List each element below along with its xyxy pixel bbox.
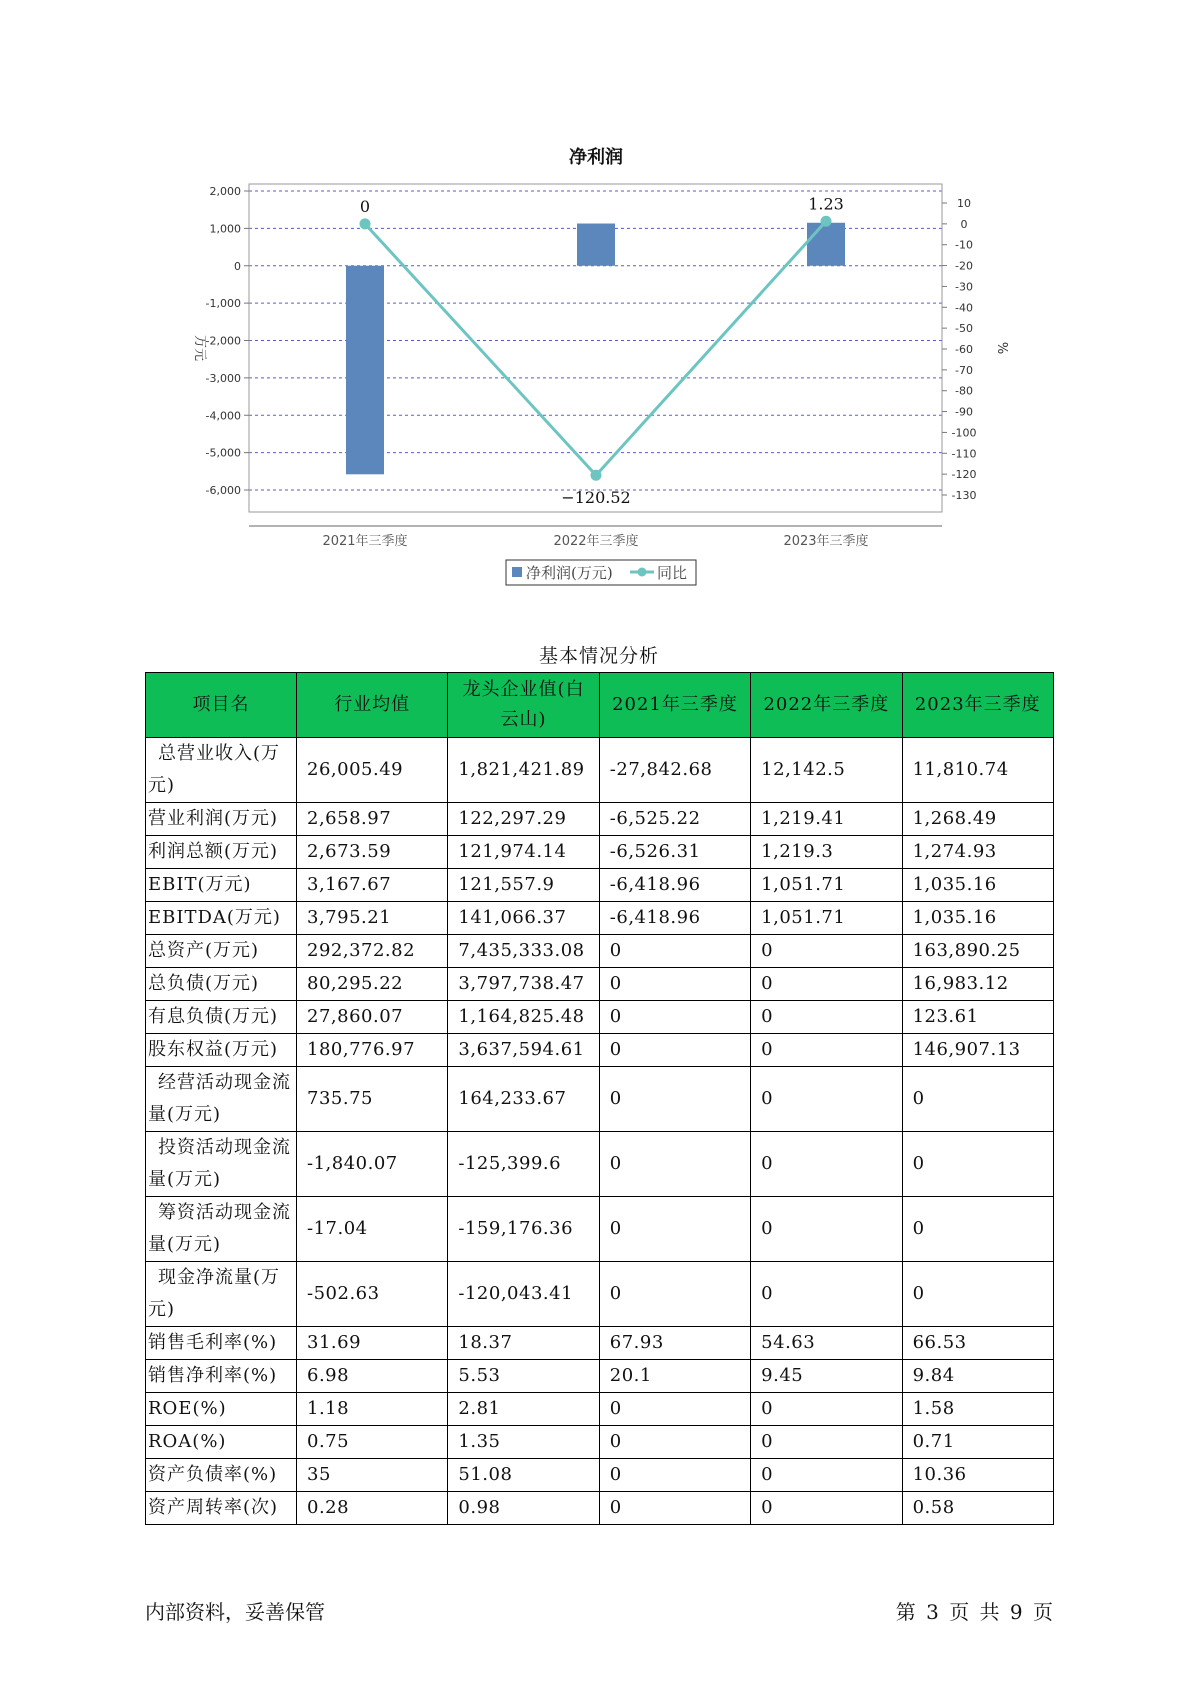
footer-page-number: 第 3 页 共 9 页	[895, 1600, 1053, 1624]
table-header-row	[146, 673, 1054, 738]
table-cell: 163,890.25	[902, 935, 1053, 968]
table-cell: 9.84	[902, 1360, 1053, 1393]
row-label: ROE(%)	[146, 1393, 297, 1426]
table-cell: 31.69	[297, 1327, 448, 1360]
table-cell: 0.58	[902, 1492, 1053, 1525]
y2-tick-label: 0	[960, 217, 968, 231]
table-cell: -1,840.07	[297, 1132, 448, 1197]
table-row	[146, 1492, 1054, 1525]
row-label: 利润总额(万元)	[146, 836, 297, 869]
x-tick-label: 2021年三季度	[322, 534, 408, 549]
table-cell: 1,164,825.48	[448, 1001, 599, 1034]
table-cell: 0	[599, 1034, 750, 1067]
y2-tick-label: -10	[955, 238, 973, 252]
yoy-point	[821, 216, 832, 227]
table-cell: -6,418.96	[599, 869, 750, 902]
table-cell: 7,435,333.08	[448, 935, 599, 968]
table-cell: 123.61	[902, 1001, 1053, 1034]
row-label: 总营业收入(万元)	[146, 738, 297, 803]
table-cell: 0	[902, 1132, 1053, 1197]
table-row	[146, 1327, 1054, 1360]
yoy-data-label: 0	[359, 196, 371, 216]
y2-tick-label: -120	[951, 468, 977, 482]
row-label: 资产负债率(%)	[146, 1459, 297, 1492]
table-row	[146, 1132, 1054, 1197]
legend-net-profit: 净利润(万元)	[526, 564, 613, 582]
table-cell: 1,219.3	[751, 836, 902, 869]
table-cell: 0	[599, 1262, 750, 1327]
header-industry-average: 行业均值	[297, 673, 448, 738]
table-cell: 0	[751, 968, 902, 1001]
table-cell: 0	[751, 935, 902, 968]
y2-tick-label: -30	[955, 280, 973, 294]
table-cell: 1.18	[297, 1393, 448, 1426]
row-label: 经营活动现金流量(万元)	[146, 1067, 297, 1132]
legend-yoy: 同比	[657, 564, 688, 582]
table-cell: 121,974.14	[448, 836, 599, 869]
table-cell: 0	[751, 1132, 902, 1197]
table-cell: 6.98	[297, 1360, 448, 1393]
row-label: 营业利润(万元)	[146, 803, 297, 836]
table-cell: 3,797,738.47	[448, 968, 599, 1001]
table-cell: 0	[599, 1132, 750, 1197]
table-cell: 0	[902, 1197, 1053, 1262]
table-cell: -27,842.68	[599, 738, 750, 803]
y2-tick-label: -90	[955, 405, 973, 419]
table-cell: -17.04	[297, 1197, 448, 1262]
row-label: ROA(%)	[146, 1426, 297, 1459]
table-cell: 1,051.71	[751, 902, 902, 935]
table-cell: 0	[751, 1262, 902, 1327]
table-cell: 1,035.16	[902, 902, 1053, 935]
footer-confidential-note: 内部资料，妥善保管	[145, 1600, 325, 1624]
x-tick-label: 2022年三季度	[553, 534, 639, 549]
table-cell: 292,372.82	[297, 935, 448, 968]
table-cell: 1,035.16	[902, 869, 1053, 902]
header-leader-value: 龙头企业值(白云山)	[448, 673, 599, 738]
table-row	[146, 738, 1054, 803]
table-cell: 67.93	[599, 1327, 750, 1360]
table-cell: 1,051.71	[751, 869, 902, 902]
table-cell: 3,167.67	[297, 869, 448, 902]
y2-tick-label: -60	[955, 343, 973, 356]
table-cell: 2.81	[448, 1393, 599, 1426]
table-cell: 3,637,594.61	[448, 1034, 599, 1067]
table-row	[146, 836, 1054, 869]
table-cell: 35	[297, 1459, 448, 1492]
table-cell: 1,268.49	[902, 803, 1053, 836]
table-title: 基本情况分析	[538, 645, 659, 667]
table-cell: 0	[751, 1197, 902, 1262]
y2-tick-label: -50	[955, 322, 973, 336]
y-tick-label: 2,000	[209, 185, 241, 198]
yoy-data-label: 1.23	[808, 194, 844, 214]
y2-axis-label: %	[994, 341, 1009, 355]
table-cell: -502.63	[297, 1262, 448, 1327]
table-row	[146, 1360, 1054, 1393]
row-label: EBIT(万元)	[146, 869, 297, 902]
x-tick-label: 2023年三季度	[783, 534, 869, 549]
bar-net-profit	[346, 266, 384, 475]
y-tick-label: -1,000	[205, 297, 241, 311]
y2-tick-label: -80	[955, 384, 973, 398]
yoy-point	[591, 470, 602, 481]
table-cell: 2,673.59	[297, 836, 448, 869]
header-2022-q3: 2022年三季度	[751, 673, 902, 738]
row-label: 总资产(万元)	[146, 935, 297, 968]
table-cell: 0	[599, 1197, 750, 1262]
table-row	[146, 1197, 1054, 1262]
legend-bar-swatch	[512, 567, 522, 577]
table-cell: -125,399.6	[448, 1132, 599, 1197]
chart-title: 净利润	[569, 147, 623, 168]
table-cell: 0	[751, 1426, 902, 1459]
header-2021-q3: 2021年三季度	[599, 673, 750, 738]
table-cell: 0	[751, 1034, 902, 1067]
header-item-name: 项目名	[146, 673, 297, 738]
table-cell: 0	[599, 968, 750, 1001]
table-cell: 0	[902, 1067, 1053, 1132]
table-cell: 0.75	[297, 1426, 448, 1459]
y-tick-label: -6,000	[205, 484, 241, 497]
table-cell: 1.35	[448, 1426, 599, 1459]
y-tick-label: -4,000	[205, 409, 241, 423]
table-row	[146, 1067, 1054, 1132]
table-cell: 735.75	[297, 1067, 448, 1132]
analysis-table	[145, 672, 1054, 1525]
table-cell: 54.63	[751, 1327, 902, 1360]
table-cell: 164,233.67	[448, 1067, 599, 1132]
table-cell: 1,274.93	[902, 836, 1053, 869]
row-label: 销售毛利率(%)	[146, 1327, 297, 1360]
table-cell: -6,525.22	[599, 803, 750, 836]
table-cell: 3,795.21	[297, 902, 448, 935]
table-cell: 0	[751, 1459, 902, 1492]
y2-tick-label: -20	[955, 259, 973, 273]
table-cell: 0	[599, 1459, 750, 1492]
net-profit-chart	[0, 0, 1191, 600]
row-label: 投资活动现金流量(万元)	[146, 1132, 297, 1197]
y-axis-label: 万元	[192, 334, 207, 362]
table-cell: -159,176.36	[448, 1197, 599, 1262]
y2-tick-label: -100	[951, 426, 977, 440]
legend-line-marker	[638, 568, 647, 577]
row-label: 现金净流量(万元)	[146, 1262, 297, 1327]
table-cell: 0.98	[448, 1492, 599, 1525]
table-cell: 51.08	[448, 1459, 599, 1492]
table-cell: 141,066.37	[448, 902, 599, 935]
table-cell: 0	[751, 1393, 902, 1426]
table-cell: 9.45	[751, 1360, 902, 1393]
table-row	[146, 1034, 1054, 1067]
table-cell: 146,907.13	[902, 1034, 1053, 1067]
row-label: 筹资活动现金流量(万元)	[146, 1197, 297, 1262]
table-cell: 0	[599, 1492, 750, 1525]
y-tick-label: -3,000	[205, 371, 241, 385]
row-label: 股东权益(万元)	[146, 1034, 297, 1067]
table-cell: 5.53	[448, 1360, 599, 1393]
y2-tick-label: -70	[955, 363, 973, 377]
table-cell: 10.36	[902, 1459, 1053, 1492]
table-cell: 1,821,421.89	[448, 738, 599, 803]
table-cell: 0	[599, 1067, 750, 1132]
table-cell: 0	[599, 1393, 750, 1426]
table-cell: 0	[751, 1001, 902, 1034]
table-cell: 1.58	[902, 1393, 1053, 1426]
y-tick-label: 1,000	[209, 222, 241, 236]
header-2023-q3: 2023年三季度	[902, 673, 1053, 738]
table-cell: 0	[751, 1492, 902, 1525]
row-label: 销售净利率(%)	[146, 1360, 297, 1393]
table-cell: 18.37	[448, 1327, 599, 1360]
table-cell: 20.1	[599, 1360, 750, 1393]
table-row	[146, 935, 1054, 968]
table-cell: 0.28	[297, 1492, 448, 1525]
y2-tick-label: -40	[955, 301, 973, 315]
y-tick-label: 0	[234, 259, 241, 273]
table-cell: 0	[902, 1262, 1053, 1327]
row-label: EBITDA(万元)	[146, 902, 297, 935]
table-cell: 122,297.29	[448, 803, 599, 836]
table-cell: 180,776.97	[297, 1034, 448, 1067]
y2-tick-label: -110	[951, 447, 977, 461]
y2-tick-label: -130	[951, 489, 977, 502]
table-cell: -6,526.31	[599, 836, 750, 869]
row-label: 资产周转率(次)	[146, 1492, 297, 1525]
table-row	[146, 1262, 1054, 1327]
bar-net-profit	[577, 224, 615, 266]
table-cell: -6,418.96	[599, 902, 750, 935]
table-cell: 80,295.22	[297, 968, 448, 1001]
table-cell: 0	[599, 1426, 750, 1459]
row-label: 有息负债(万元)	[146, 1001, 297, 1034]
table-cell: 26,005.49	[297, 738, 448, 803]
table-row	[146, 902, 1054, 935]
table-row	[146, 869, 1054, 902]
table-row	[146, 1459, 1054, 1492]
table-cell: 2,658.97	[297, 803, 448, 836]
yoy-data-label: −120.52	[561, 488, 631, 508]
table-cell: 16,983.12	[902, 968, 1053, 1001]
yoy-point	[360, 218, 371, 229]
table-row	[146, 1393, 1054, 1426]
table-cell: 121,557.9	[448, 869, 599, 902]
table-cell: 0	[751, 1067, 902, 1132]
table-cell: 66.53	[902, 1327, 1053, 1360]
table-cell: 0	[599, 935, 750, 968]
table-cell: -120,043.41	[448, 1262, 599, 1327]
table-row	[146, 1426, 1054, 1459]
table-row	[146, 803, 1054, 836]
table-cell: 1,219.41	[751, 803, 902, 836]
table-cell: 27,860.07	[297, 1001, 448, 1034]
table-cell: 12,142.5	[751, 738, 902, 803]
row-label: 总负债(万元)	[146, 968, 297, 1001]
table-cell: 11,810.74	[902, 738, 1053, 803]
table-cell: 0.71	[902, 1426, 1053, 1459]
y-tick-label: -5,000	[205, 446, 241, 460]
y2-tick-label: 10	[957, 197, 971, 210]
y-tick-label: -2,000	[205, 334, 241, 348]
table-row	[146, 1001, 1054, 1034]
table-row	[146, 968, 1054, 1001]
bar-net-profit	[807, 223, 845, 266]
table-cell: 0	[599, 1001, 750, 1034]
